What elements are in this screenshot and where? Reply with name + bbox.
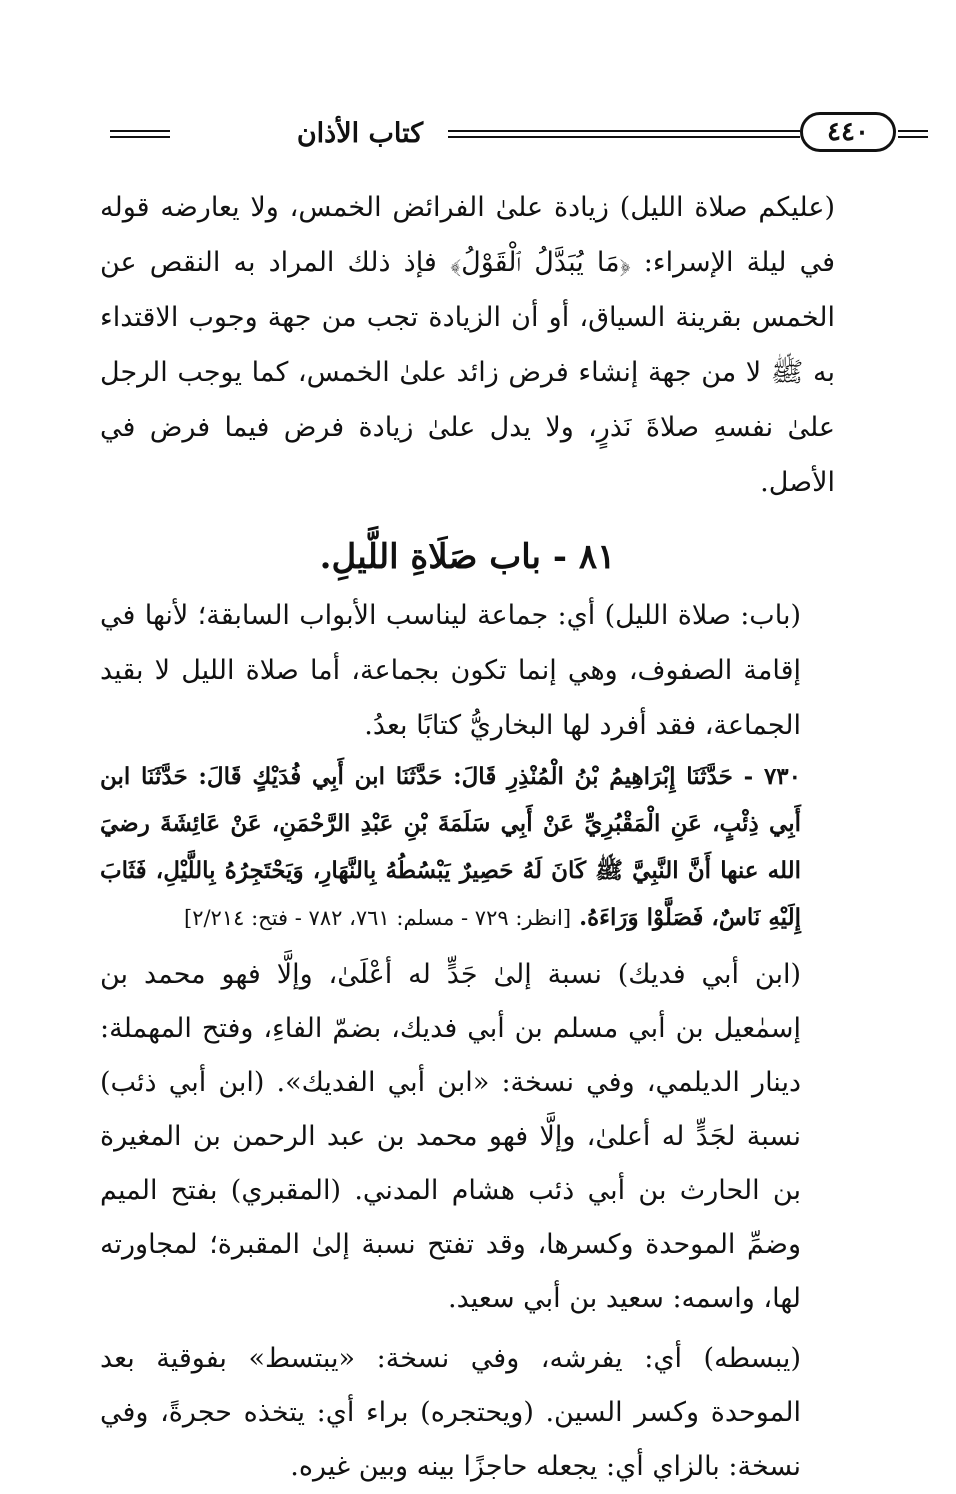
intro-paragraph: (عليكم صلاة الليل) زيادة علىٰ الفرائض الخمس، ولا يعارضه قوله في ليلة الإسراء: ﴿مَا يُبَدَّلُ ٱلْقَوْلُ﴾ فإذ ذلك المراد به النقص عن الخمس بقرينة السياق، أو أن الزيادة تجب من جهة وجوب الاقتداء به ﷺ لا من جهة إنشاء فرض زائد علىٰ الخمس، كما يوجب الرجل علىٰ نفسهِ صلاةَ نَذرٍ، ولا يدل علىٰ زيادة فرض فيما فرض في الأصل. bbox=[100, 192, 835, 498]
hadith-text bbox=[100, 753, 835, 942]
header-rule-right bbox=[898, 130, 928, 138]
hadith-body: ٧٣٠ - حَدَّثَنَا إِبْرَاهِيمُ بْنُ الْمُنْذِرِ قَالَ: حَدَّثَنَا ابن أَبِي فُدَيْكٍ قَالَ: حَدَّثَنَا ابن أَبِي ذِئْبٍ، عَنِ الْمَقْبُرِيِّ عَنْ أَبِي سَلَمَةَ بْنِ عَبْدِ الرَّحْمَنِ، عَنْ عَائِشَةَ رضيَ الله عنها أَنَّ النَّبِيَّ ﷺ كَانَ لَهُ حَصِيرٌ يَبْسُطُهُ بِالنَّهَارِ، وَيَحْتَجِرُهُ بِاللَّيْلِ، فَثَابَ إِلَيْهِ نَاسٌ، فَصَلَّوْا وَرَاءَهُ. bbox=[100, 763, 801, 931]
header-rule-middle bbox=[448, 130, 800, 138]
section-title: ٨١ - باب صَلَاةِ اللَّيلِ. bbox=[319, 537, 616, 577]
page-body bbox=[100, 180, 835, 1494]
header-rule-left bbox=[110, 130, 170, 138]
page-number: ٤٤٠ bbox=[800, 112, 896, 152]
hadith-reference: [انظر: ٧٢٩ - مسلم: ٧٦١، ٧٨٢ - فتح: ٢/٢١٤] bbox=[184, 906, 572, 930]
section-explanation: (باب: صلاة الليل) أي: جماعة ليناسب الأبواب السابقة؛ لأنها في إقامة الصفوف، وهي إنما تكون بجماعة، أما صلاة الليل لا بقيد الجماعة، فقد أفرد لها البخاريُّ كتابًا بعدُ. bbox=[100, 600, 801, 741]
commentary-paragraph: (يبسطه) أي: يفرشه، وفي نسخة: «يبتسط» بفوقية بعد الموحدة وكسر السين. (ويحتجره) براء أي: يتخذه حجرةً، وفي نسخة: بالزاي أي: يجعله حاجزًا بينه وبين غيره. bbox=[100, 1343, 801, 1482]
book-title: كتاب الأذان bbox=[296, 118, 424, 149]
page-header bbox=[110, 112, 869, 156]
commentary-paragraph: (ابن أبي فديك) نسبة إلىٰ جَدٍّ له أعْلَىٰ، وإلَّا فهو محمد بن إسمٰعيل بن أبي مسلم بن أبي فديك، بضمّ الفاءِ، وفتح المهملة: دينار الديلمي، وفي نسخة: «ابن أبي الفديك». (ابن أبي ذئب) نسبة لجَدٍّ له أعلىٰ، وإلَّا فهو محمد بن عبد الرحمن بن المغيرة بن الحارث بن أبي ذئب هشام المدني. (المقبري) بفتح الميم وضمِّ الموحدة وكسرها، وقد تفتح نسبة إلىٰ المقبرة؛ لمجاورته لها، واسمه: سعيد بن أبي سعيد. bbox=[100, 959, 801, 1314]
